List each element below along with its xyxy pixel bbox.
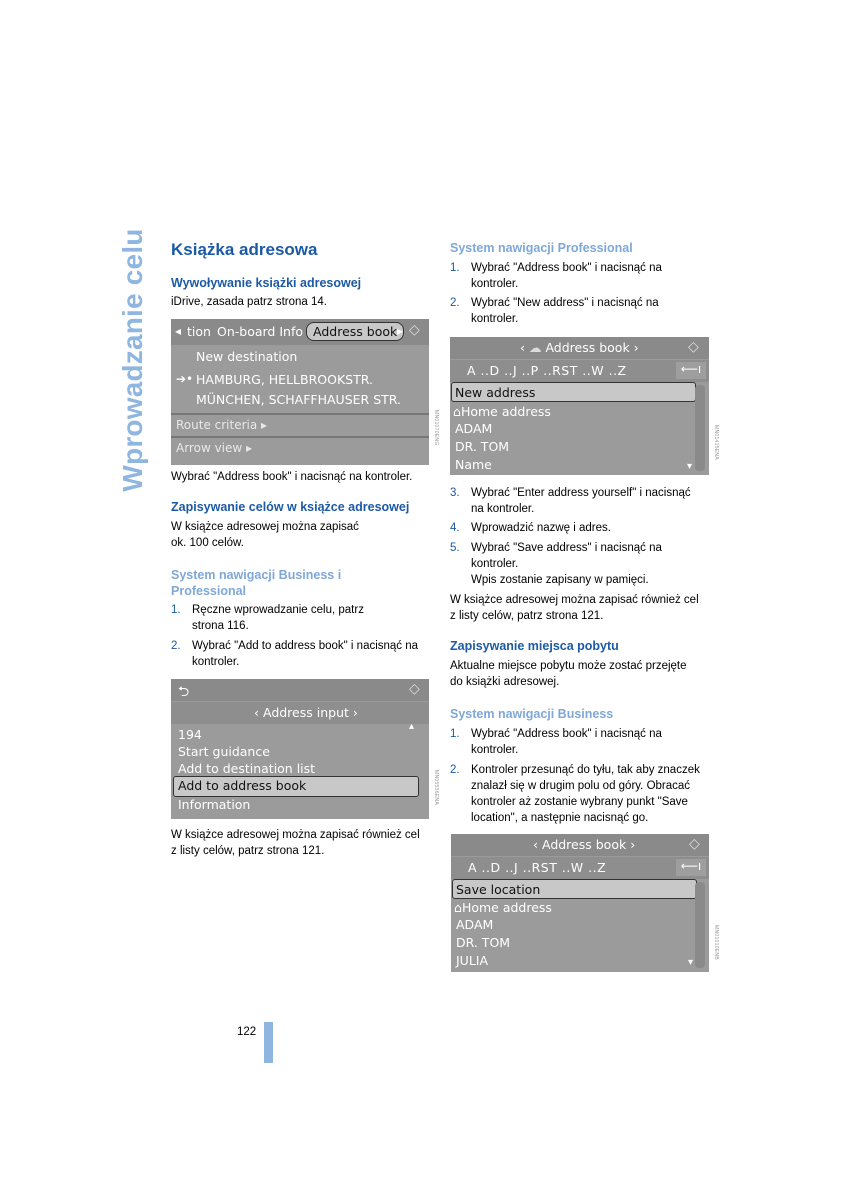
section-text: do książki adresowej. xyxy=(450,676,560,688)
alphabet-filter[interactable]: A ..D ..J ..RST ..W ..Z xyxy=(468,860,607,875)
scrollbar[interactable] xyxy=(695,882,705,968)
contact-item[interactable]: DR. TOM xyxy=(455,439,510,454)
menu-item-save-location[interactable]: Save location xyxy=(456,882,541,897)
side-chapter-title: Wprowadzanie celu xyxy=(117,228,148,492)
tab-navigation[interactable]: tion xyxy=(187,324,211,339)
controller-icon: ◇ xyxy=(688,339,699,355)
idrive-screen-address-book-tab xyxy=(171,319,429,465)
delete-icon[interactable]: ⟵ı xyxy=(676,362,706,379)
section-text: iDrive, zasada patrz strona 14. xyxy=(171,296,327,308)
page-number: 122 xyxy=(237,1026,257,1038)
controller-icon: ◇ xyxy=(409,681,420,697)
idrive-screen-save-location xyxy=(451,834,709,972)
image-code: MN05536ENA xyxy=(433,770,439,805)
image-code: MN01010ENB xyxy=(713,925,719,960)
menu-item-home-address[interactable]: ⌂Home address xyxy=(453,404,551,419)
menu-item-new-address[interactable]: New address xyxy=(455,385,536,400)
contact-item[interactable]: DR. TOM xyxy=(456,935,511,950)
screen-header: ‹ Address book › xyxy=(533,837,636,852)
idrive-screen-address-book xyxy=(450,337,709,475)
menu-item-add-to-destination-list[interactable]: Add to destination list xyxy=(178,761,316,776)
note-text: z listy celów, patrz strona 121. xyxy=(450,610,604,622)
page-title: Książka adresowa xyxy=(171,240,318,259)
contact-item[interactable]: JULIA xyxy=(456,953,489,968)
image-code: MN01070ENG xyxy=(433,410,439,446)
scroll-down-icon[interactable]: ▾ xyxy=(687,461,693,472)
menu-item-start-guidance[interactable]: Start guidance xyxy=(178,744,270,759)
menu-item-recent-destination[interactable]: MÜNCHEN, SCHAFFHAUSER STR. xyxy=(196,392,401,407)
contact-item[interactable]: ADAM xyxy=(455,421,493,436)
tab-onboard-info[interactable]: On-board Info xyxy=(217,324,303,339)
menu-item-home-address[interactable]: ⌂Home address xyxy=(454,900,552,915)
back-icon[interactable]: ⮌ xyxy=(178,684,190,700)
controller-icon: ◇ xyxy=(689,836,700,852)
image-code: MN01415ENA xyxy=(713,425,719,460)
scroll-up-icon[interactable]: ▴ xyxy=(409,721,415,732)
note-text: W książce adresowej można zapisać również cel xyxy=(171,829,420,841)
screen-header: ‹ ☁ Address book › xyxy=(520,340,639,355)
list-item-house-number[interactable]: 194 xyxy=(178,727,202,742)
menu-item-arrow-view[interactable]: Arrow view ▸ xyxy=(176,441,253,455)
delete-icon[interactable]: ⟵ı xyxy=(676,859,706,876)
note-text: W książce adresowej można zapisać również cel xyxy=(450,594,699,606)
tab-address-book[interactable]: Address book xyxy=(306,322,404,341)
screen-header: ‹ Address input › xyxy=(254,705,358,720)
subsection-heading: System nawigacji Business xyxy=(450,707,614,721)
section-heading-open-address-book: Wywoływanie książki adresowej xyxy=(171,276,362,290)
idrive-screen-address-input xyxy=(171,679,429,819)
contact-item[interactable]: Name xyxy=(455,457,492,472)
destination-flag-icon: ➔• xyxy=(176,372,194,386)
home-icon: ⌂ xyxy=(454,900,462,915)
menu-item-new-destination[interactable]: New destination xyxy=(196,349,298,364)
controller-icon: ◇ xyxy=(409,322,420,338)
menu-item-route-criteria[interactable]: Route criteria ▸ xyxy=(176,418,268,432)
menu-item-add-to-address-book[interactable]: Add to address book xyxy=(178,778,307,793)
alphabet-filter[interactable]: A ..D ..J ..P ..RST ..W ..Z xyxy=(467,363,627,378)
tab-left-arrow-icon[interactable]: ◂ xyxy=(175,324,182,338)
section-heading-save-location: Zapisywanie miejsca pobytu xyxy=(450,639,619,653)
scroll-down-icon[interactable]: ▾ xyxy=(688,957,694,968)
section-text: Aktualne miejsce pobytu może zostać przejęte xyxy=(450,660,687,672)
contact-item[interactable]: ADAM xyxy=(456,917,494,932)
section-heading-save-destinations: Zapisywanie celów w książce adresowej xyxy=(171,500,410,514)
menu-item-information[interactable]: Information xyxy=(178,797,251,812)
subsection-heading: System nawigacji Business i xyxy=(171,568,342,582)
scrollbar[interactable] xyxy=(695,385,705,471)
section-text: ok. 100 celów. xyxy=(171,537,244,549)
note-text: z listy celów, patrz strona 121. xyxy=(171,845,325,857)
subsection-heading: Professional xyxy=(171,584,247,598)
page-marker-bar xyxy=(264,1022,273,1063)
instruction-text: Wybrać "Address book" i nacisnąć na kontroler. xyxy=(171,471,413,483)
home-icon: ⌂ xyxy=(453,404,461,419)
subsection-heading: System nawigacji Professional xyxy=(450,241,633,255)
tab-right-arrow-icon[interactable]: ▸ xyxy=(397,324,404,338)
menu-item-recent-destination[interactable]: HAMBURG, HELLBROOKSTR. xyxy=(196,372,373,387)
section-text: W książce adresowej można zapisać xyxy=(171,521,359,533)
